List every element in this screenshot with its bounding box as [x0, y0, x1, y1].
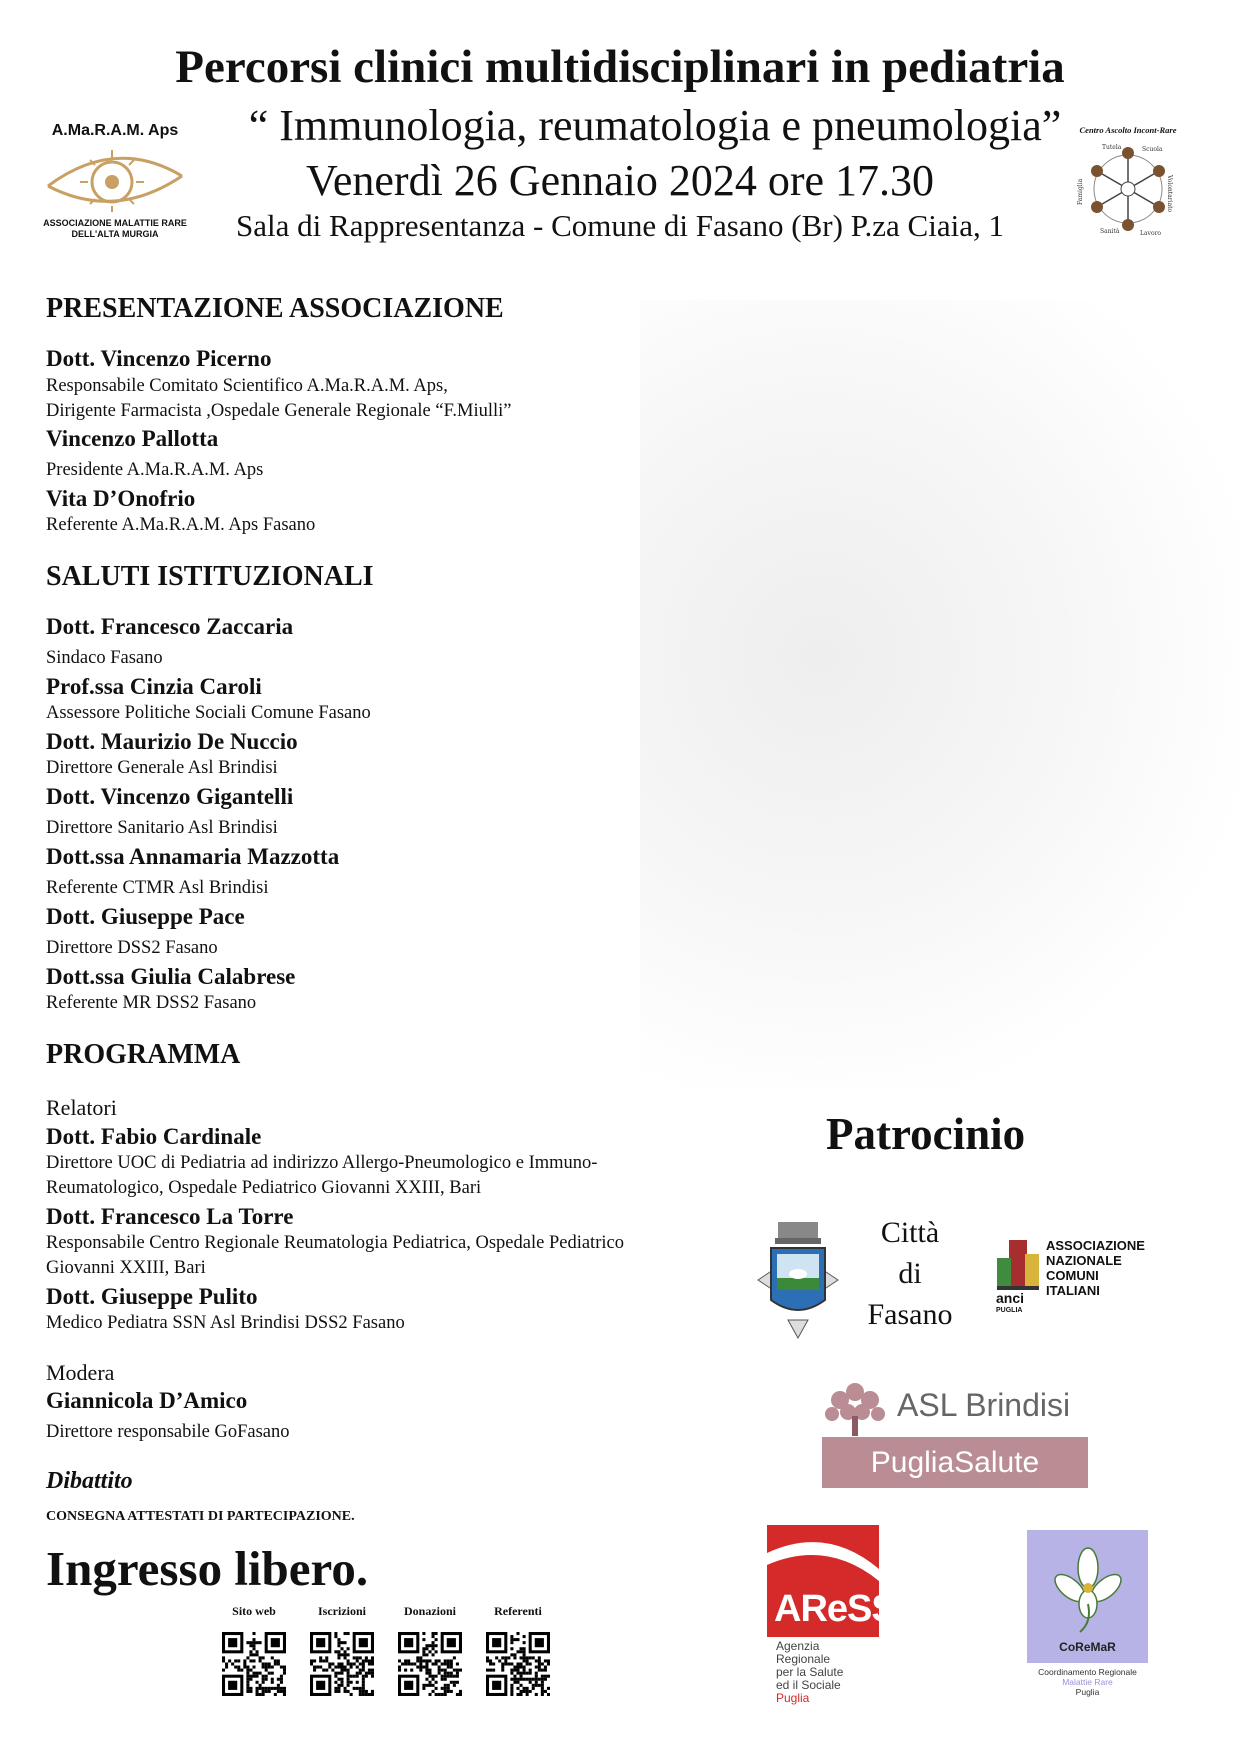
person-name: Dott. Vincenzo Gigantelli: [46, 784, 294, 809]
relatori-label: Relatori: [46, 1095, 117, 1120]
word-volontariato: Volontariato: [1166, 175, 1173, 213]
consegna-attestati: CONSEGNA ATTESTATI DI PARTECIPAZIONE.: [46, 1509, 355, 1524]
person-role: Giovanni XXIII, Bari: [46, 1258, 206, 1278]
ingresso-libero: Ingresso libero.: [46, 1541, 369, 1596]
person-name: Dott. Giuseppe Pace: [46, 904, 245, 929]
aress-caption-line: Puglia: [776, 1691, 810, 1705]
person-name: Dott. Fabio Cardinale: [46, 1124, 262, 1149]
person-name: Dott. Giuseppe Pulito: [46, 1284, 258, 1309]
person-name: Dott. Maurizio De Nuccio: [46, 729, 298, 754]
patrocinio-heading: Patrocinio: [826, 1109, 1026, 1159]
word-lavoro: Lavoro: [1140, 230, 1162, 237]
citta-di-fasano: [860, 1212, 960, 1335]
person-name: Dott. Vincenzo Picerno: [46, 346, 272, 371]
amaram-caption-2: DELL'ALTA MURGIA: [71, 229, 159, 239]
amaram-caption-1: ASSOCIAZIONE MALATTIE RARE: [43, 218, 187, 228]
person-role: Referente A.Ma.R.A.M. Aps Fasano: [46, 515, 316, 535]
asl-tree-icon: [822, 1378, 888, 1438]
citta-line: Fasano: [867, 1298, 953, 1331]
aress-logo-text: AReSS: [774, 1588, 896, 1630]
puglia-salute-bar: PugliaSalute: [822, 1437, 1088, 1488]
word-famiglia: Famiglia: [1077, 178, 1084, 205]
section-presentazione-heading: PRESENTAZIONE ASSOCIAZIONE: [46, 293, 504, 324]
person-role: Referente CTMR Asl Brindisi: [46, 878, 269, 898]
moderator-name: Giannicola D’Amico: [46, 1388, 248, 1413]
person-name: Prof.ssa Cinzia Caroli: [46, 674, 262, 699]
coremar-caption-line: Coordinamento Regionale: [1038, 1667, 1137, 1677]
background-photo: [640, 300, 1240, 1090]
qr-code-sito-web[interactable]: [222, 1632, 286, 1696]
people-circle-icon: [1072, 135, 1184, 240]
qr-label: Sito web: [232, 1604, 276, 1618]
coremar-logo-text: CoReMaR: [1059, 1640, 1116, 1654]
incont-rare-logo: [1072, 125, 1184, 245]
person-role: Sindaco Fasano: [46, 648, 163, 668]
person-role: Dirigente Farmacista ,Ospedale Generale Regionale “F.Miulli”: [46, 401, 512, 421]
word-scuola: Scuola: [1142, 146, 1163, 153]
event-date: Venerdì 26 Gennaio 2024 ore 17.30: [305, 156, 935, 205]
qr-code-iscrizioni[interactable]: [310, 1632, 374, 1696]
person-role: Direttore UOC di Pediatria ad indirizzo Allergo-Pneumologico e Immuno-: [46, 1153, 598, 1173]
modera-label: Modera: [46, 1360, 115, 1385]
word-tutela: Tutela: [1102, 144, 1122, 151]
word-sanita: Sanità: [1100, 228, 1120, 235]
person-name: Vincenzo Pallotta: [46, 426, 219, 451]
anci-line: NAZIONALE: [1046, 1253, 1122, 1268]
section-saluti-heading: SALUTI ISTITUZIONALI: [46, 561, 374, 592]
person-role: Direttore DSS2 Fasano: [46, 938, 218, 958]
qr-label: Donazioni: [403, 1604, 456, 1618]
aress-caption-line: per la Salute: [776, 1665, 844, 1679]
dibattito-label: Dibattito: [46, 1468, 133, 1494]
person-name: Dott. Francesco Zaccaria: [46, 614, 294, 639]
anci-line: COMUNI: [1046, 1268, 1099, 1283]
anci-line: ITALIANI: [1046, 1283, 1100, 1298]
asl-brindisi-title: ASL Brindisi: [897, 1387, 1071, 1423]
anci-line: ASSOCIAZIONE: [1046, 1238, 1145, 1253]
person-role: Assessore Politiche Sociali Comune Fasano: [46, 703, 371, 723]
aress-caption: [776, 1640, 843, 1705]
citta-line: Città: [880, 1216, 940, 1249]
person-name: Vita D’Onofrio: [46, 486, 196, 511]
citta-line: di: [898, 1257, 922, 1290]
eye-icon: [40, 146, 190, 216]
anci-region: PUGLIA: [996, 1307, 1023, 1314]
aress-caption-line: ed il Sociale: [776, 1678, 841, 1692]
person-role: Responsabile Centro Regionale Reumatologia Pediatrica, Ospedale Pediatrico: [46, 1233, 624, 1253]
qr-label: Referenti: [494, 1604, 542, 1618]
event-location: Sala di Rappresentanza - Comune di Fasano (Br) P.za Ciaia, 1: [236, 208, 1004, 243]
person-name: Dott. Francesco La Torre: [46, 1204, 294, 1229]
person-role: Direttore Sanitario Asl Brindisi: [46, 818, 278, 838]
event-subtitle: “ Immunologia, reumatologia e pneumologia”: [248, 101, 1062, 150]
amaram-logo-name: A.Ma.R.A.M. Aps: [51, 122, 179, 139]
coremar-flower-icon: [1052, 1538, 1124, 1634]
person-role: Responsabile Comitato Scientifico A.Ma.R.A.M. Aps,: [46, 376, 448, 396]
person-role: Presidente A.Ma.R.A.M. Aps: [46, 460, 264, 480]
coremar-caption: [1020, 1667, 1155, 1697]
anci-text: [1046, 1238, 1145, 1298]
incont-rare-name: Centro Ascolto Incont-Rare: [1079, 125, 1177, 135]
qr-code-referenti[interactable]: [486, 1632, 550, 1696]
person-role: Reumatologico, Ospedale Pediatrico Giovanni XXIII, Bari: [46, 1178, 482, 1198]
fasano-coat-of-arms-icon: [753, 1220, 843, 1340]
coremar-caption-line: Malattie Rare: [1062, 1677, 1113, 1687]
person-role: Referente MR DSS2 Fasano: [46, 993, 257, 1013]
moderator-role: Direttore responsabile GoFasano: [46, 1422, 290, 1442]
qr-label: Iscrizioni: [318, 1604, 366, 1618]
person-name: Dott.ssa Giulia Calabrese: [46, 964, 296, 989]
qr-code-donazioni[interactable]: [398, 1632, 462, 1696]
amaram-logo: [40, 122, 190, 240]
anci-small: anci: [996, 1290, 1025, 1306]
aress-swoosh-icon: [767, 1525, 879, 1585]
event-title: Percorsi clinici multidisciplinari in pediatria: [175, 41, 1065, 93]
person-role: Medico Pediatra SSN Asl Brindisi DSS2 Fasano: [46, 1313, 405, 1333]
section-programma-heading: PROGRAMMA: [46, 1039, 241, 1070]
aress-caption-line: Regionale: [776, 1652, 831, 1666]
aress-caption-line: Agenzia: [776, 1639, 820, 1653]
person-name: Dott.ssa Annamaria Mazzotta: [46, 844, 340, 869]
person-role: Direttore Generale Asl Brindisi: [46, 758, 278, 778]
coremar-caption-line: Puglia: [1075, 1687, 1100, 1697]
